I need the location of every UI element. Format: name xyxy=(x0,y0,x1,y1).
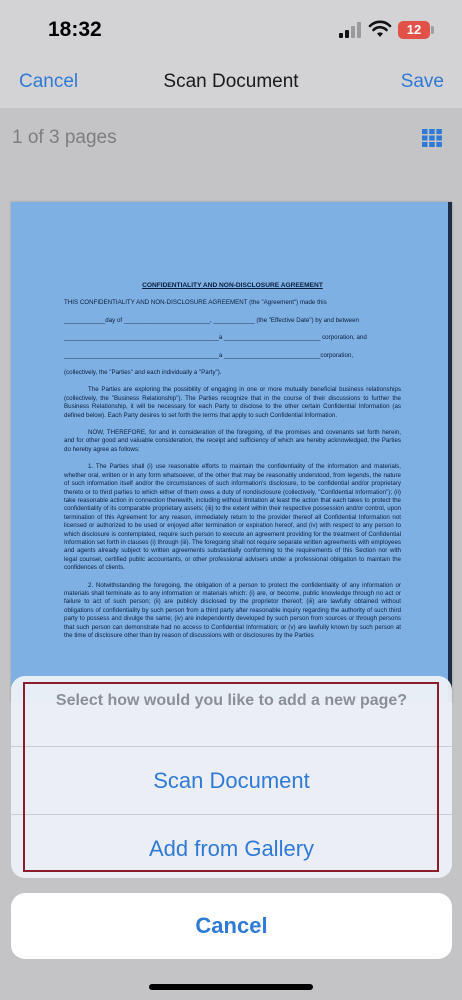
document-collective-line: (collectively, the "Parties" and each individually a "Party"). xyxy=(64,369,222,377)
grid-view-icon[interactable] xyxy=(422,129,442,147)
cellular-signal-icon xyxy=(338,22,362,38)
document-section-2: 2. Notwithstanding the foregoing, the obligation of a person to protect the confidentiality of any information or materials shall terminate as to any information or materials which: (i) are, or become, public knowledge through no act or failure to act of such person; (ii) are publicly disclosed by the proprietor thereof; (iii) are lawfully obtained without obligations of confidentiality by such person from a third party after reasonable inquiry regarding the authority of such third party to possess and divulge the same; (iv) are independently developed by such person from sources or through persons that such person can demonstrate had no access to Confidential Information; or (v) are lawfully known by such person at the time of disclosure other than by reason of discussions with or disclosures by the Parties xyxy=(64,581,401,639)
document-therefore: NOW, THEREFORE, for and in consideration of the foregoing, of the promises and covenants set forth herein, and for other good and valuable consideration, the receipt and sufficiency of which are hereby acknowledged, the Parties do hereby agree as follows: xyxy=(64,429,401,453)
document-recital: The Parties are exploring the possibility of engaging in one or more mutually beneficial business relationships (collectively, the "Business Relationship"). The Parties recognize that in the course of their discussions to further the Business Relationship, it will be necessary for each Party to disclose to the other certain Confidential Information (as defined below). Each Party desires to set forth the terms that apply to such Confidential Information. xyxy=(64,386,401,419)
status-time: 18:32 xyxy=(48,18,102,41)
document-party-line: _____________________________________________a ____________________________ corporation, and xyxy=(64,334,367,342)
action-sheet-prompt: Select how would you like to add a new page? xyxy=(55,692,408,709)
document-title: CONFIDENTIALITY AND NON-DISCLOSURE AGREEMENT xyxy=(142,282,323,289)
add-from-gallery-option[interactable]: Add from Gallery xyxy=(148,836,315,861)
document-section-1: 1. The Parties shall (i) use reasonable efforts to maintain the confidentiality of the information and materials, whether oral, written or in any form whatsoever, of the other that may be reasonably understood, from legends, the nature of such information itself and/or the circumstances of such information's disclosure, to be confidential and/or proprietary thereto or to third parties to which either of them owes a duty of nondisclosure (collectively, "Confidential Information"); (ii) take reasonable action in connection therewith, including without limitation at least the action that each takes to protect the confidentiality of its comparable proprietary assets; (iii) to the extent within their respective possession and/or control, upon termination of this Agreement for any reason, immediately return to the provider thereof all Confidential Information not licensed or authorized to be used or enjoyed after termination or expiration hereof, and (iv) with respect to any person to which disclosure is contemplated, require such person to execute an agreement providing for the treatment of Confidential Information set forth in clauses (i) through (iii). The foregoing shall not require separate written agreements with employees and agents already subject to written agreements substantially conforming to the requirements of this Section nor with legal counsel, certified public accountants, or other professional advisers under a professional obligation to maintain the confidences of clients. xyxy=(64,463,401,572)
highlight-box xyxy=(23,682,439,872)
nav-bar xyxy=(0,60,462,108)
nav-title: Scan Document xyxy=(163,71,299,92)
save-button[interactable]: Save xyxy=(400,71,444,92)
page-toolbar xyxy=(0,108,462,170)
document-party-line: _____________________________________________a ____________________________corporation, xyxy=(64,351,354,359)
battery-tip xyxy=(431,26,434,34)
sheet-cancel-button[interactable]: Cancel xyxy=(11,893,452,959)
status-bar xyxy=(0,0,462,60)
document-date-line: ____________day of _________________________, ____________ (the "Effective Date") by and between xyxy=(64,316,359,324)
nav-cancel-button[interactable]: Cancel xyxy=(19,71,79,92)
battery-icon: 12 xyxy=(398,21,430,39)
wifi-icon xyxy=(368,19,392,39)
page-count: 1 of 3 pages xyxy=(12,127,117,148)
scanned-document-preview[interactable] xyxy=(11,202,452,702)
scan-document-option[interactable]: Scan Document xyxy=(153,768,310,793)
home-indicator[interactable] xyxy=(149,984,313,990)
document-intro: THIS CONFIDENTIALITY AND NON-DISCLOSURE AGREEMENT (the "Agreement") made this xyxy=(64,299,327,307)
document-edge-shadow xyxy=(448,202,452,702)
